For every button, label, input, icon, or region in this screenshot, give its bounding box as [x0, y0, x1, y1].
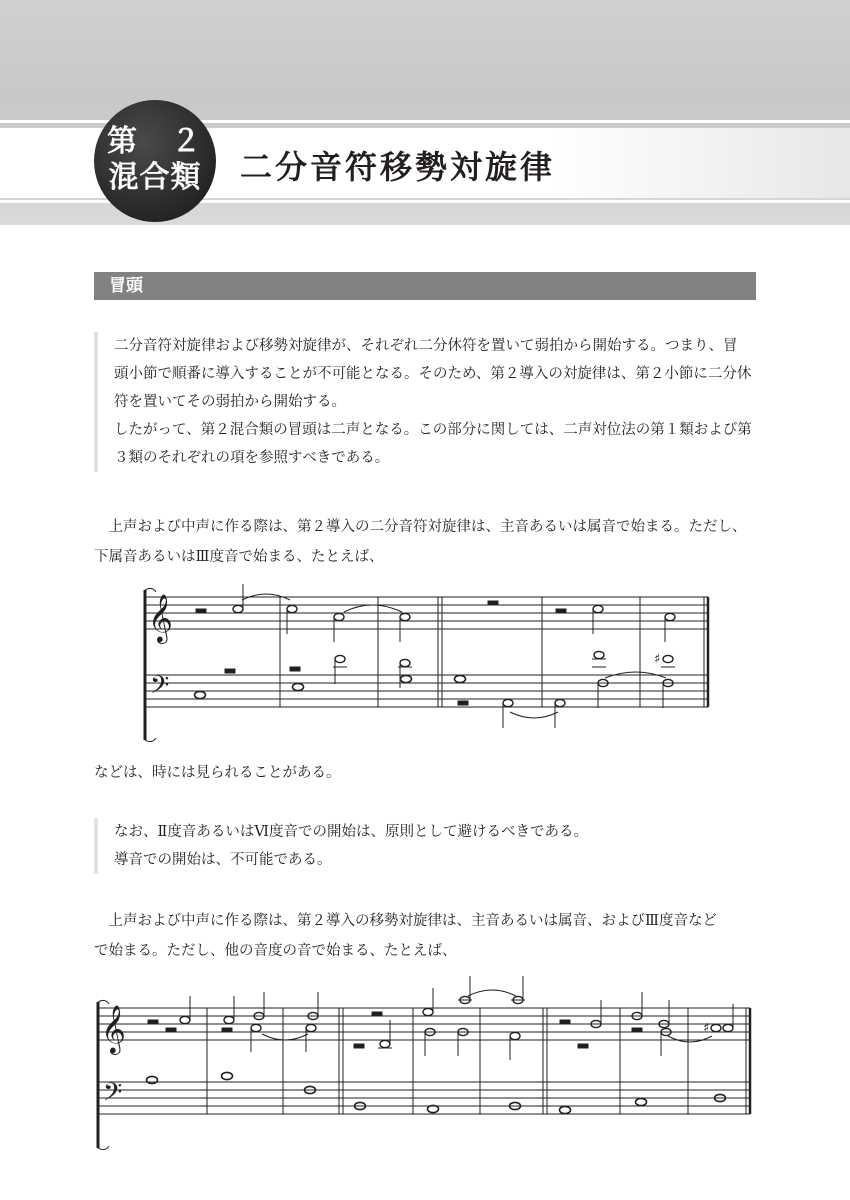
- para1-line-1: 上声および中声に作る際は、第２導入の二分音符対旋律は、主音あるいは属音で始まる。ただし、: [94, 519, 747, 535]
- sharp-sign-2: ♯: [703, 1021, 710, 1036]
- note2-line-1: なお、Ⅱ度音あるいはⅥ度音での開始は、原則として避けるべきである。: [114, 824, 588, 840]
- note1-line-5: ３類のそれぞれの項を参照すべきである。: [114, 450, 390, 466]
- svg-text:𝄢: 𝄢: [103, 1078, 123, 1113]
- note1-line-3: 符を置いてその弱拍から開始する。: [114, 394, 346, 410]
- badge-number: 第 ２: [107, 124, 203, 159]
- section-heading: 冒頭: [94, 272, 756, 300]
- badge-label: 混合類: [108, 160, 202, 195]
- svg-text:𝄞: 𝄞: [148, 593, 173, 642]
- chapter-badge: [94, 100, 216, 222]
- note1-line-2: 頭小節で順番に導入することが不可能となる。そのため、第２導入の対旋律は、第２小節に二分休: [114, 366, 752, 382]
- chapter-header: [0, 0, 850, 225]
- page-title: 二分音符移勢対旋律: [240, 148, 556, 186]
- paragraph-2: などは、時には見られることがある。: [94, 765, 341, 781]
- svg-text:𝄞: 𝄞: [101, 1004, 126, 1053]
- para3-line-2: で始まる。ただし、他の音度の音で始まる、たとえば、: [94, 943, 457, 959]
- svg-text:𝄢: 𝄢: [150, 671, 170, 706]
- note-block-1: [94, 332, 756, 472]
- note1-line-4: したがって、第２混合類の冒頭は二声となる。この部分に関しては、二声対位法の第１類および第: [114, 422, 752, 438]
- paragraph-1: [94, 512, 756, 572]
- paragraph-3: [94, 906, 756, 966]
- sharp-sign: ♯: [654, 652, 661, 667]
- note2-line-2: 導音での開始は、不可能である。: [114, 852, 332, 868]
- para1-line-2: 下属音あるいはⅢ度音で始まる、たとえば、: [94, 549, 384, 565]
- note1-line-1: 二分音符対旋律および移勢対旋律が、それぞれ二分休符を置いて弱拍から開始する。つまり、冒: [114, 338, 738, 354]
- para3-line-1: 上声および中声に作る際は、第２導入の移勢対旋律は、主音あるいは属音、およびⅢ度音など: [94, 913, 717, 929]
- note-block-2: [94, 818, 756, 874]
